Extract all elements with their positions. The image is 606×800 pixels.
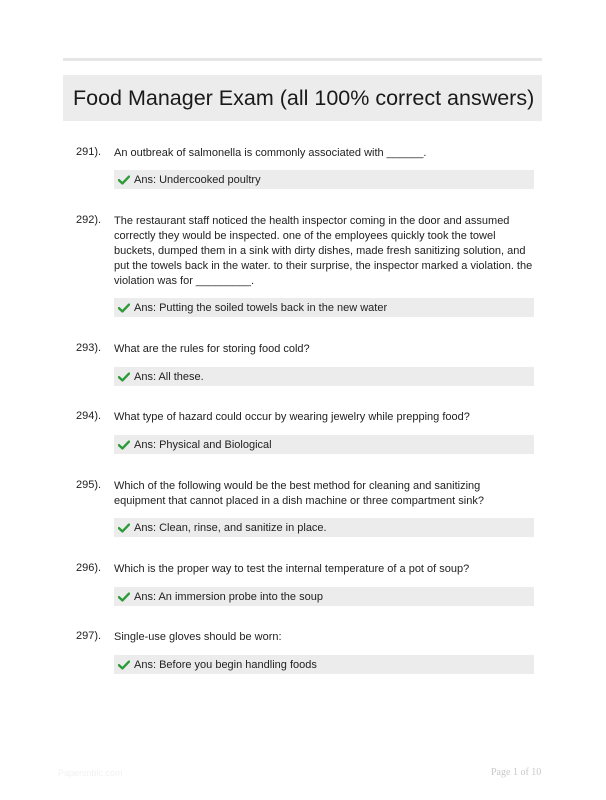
answer-text: Ans: Physical and Biological — [134, 438, 272, 451]
answer-text: Ans: An immersion probe into the soup — [134, 590, 323, 603]
answer-text: Ans: Undercooked poultry — [134, 173, 261, 186]
question-number: 296). — [76, 562, 102, 574]
answer-text: Ans: Putting the soiled towels back in the new water — [134, 301, 388, 314]
top-divider — [63, 58, 542, 61]
question-number: 293). — [76, 342, 102, 354]
check-icon — [118, 440, 130, 450]
question-text: An outbreak of salmonella is commonly associated with ______. — [114, 147, 427, 159]
answer-box — [114, 435, 534, 454]
question-number: 294). — [76, 410, 102, 422]
check-icon — [118, 372, 130, 382]
check-icon — [118, 303, 130, 313]
page-number: Page 1 of 10 — [491, 767, 542, 778]
page-title: Food Manager Exam (all 100% correct answers) — [73, 85, 535, 110]
answer-text: Ans: Clean, rinse, and sanitize in place. — [134, 521, 327, 534]
answer-box — [114, 170, 534, 189]
question-number: 295). — [76, 479, 102, 491]
question-number: 291). — [76, 146, 102, 158]
question-text: What are the rules for storing food cold? — [114, 343, 310, 355]
check-icon — [118, 592, 130, 602]
check-icon — [118, 660, 130, 670]
question-text: The restaurant staff noticed the health inspector coming in the door and assumed correctly they would be inspected. one of the employees quickly took the towel buckets, dumped them in a sink with dirty dishes, made fresh sanitizing solution, and put the towels back in the water. to their surprise, the inspector marked a violation. the violation was for _________. — [114, 215, 533, 287]
answer-box — [114, 655, 534, 674]
question-text: What type of hazard could occur by wearing jewelry while prepping food? — [114, 411, 470, 423]
footer-watermark: Papersnbic.com — [58, 768, 123, 778]
answer-box — [114, 367, 534, 386]
question-text: Which is the proper way to test the internal temperature of a pot of soup? — [114, 563, 470, 575]
title-banner — [63, 75, 542, 121]
answer-text: Ans: All these. — [134, 370, 204, 383]
answer-box — [114, 587, 534, 606]
answer-box — [114, 518, 534, 537]
answer-box — [114, 298, 534, 317]
question-text: Single-use gloves should be worn: — [114, 631, 282, 643]
question-text: Which of the following would be the best method for cleaning and sanitizing equipment that cannot placed in a dish machine or three compartment sink? — [114, 480, 484, 507]
check-icon — [118, 523, 130, 533]
answer-text: Ans: Before you begin handling foods — [134, 658, 317, 671]
question-number: 297). — [76, 630, 102, 642]
check-icon — [118, 175, 130, 185]
question-number: 292). — [76, 214, 102, 226]
